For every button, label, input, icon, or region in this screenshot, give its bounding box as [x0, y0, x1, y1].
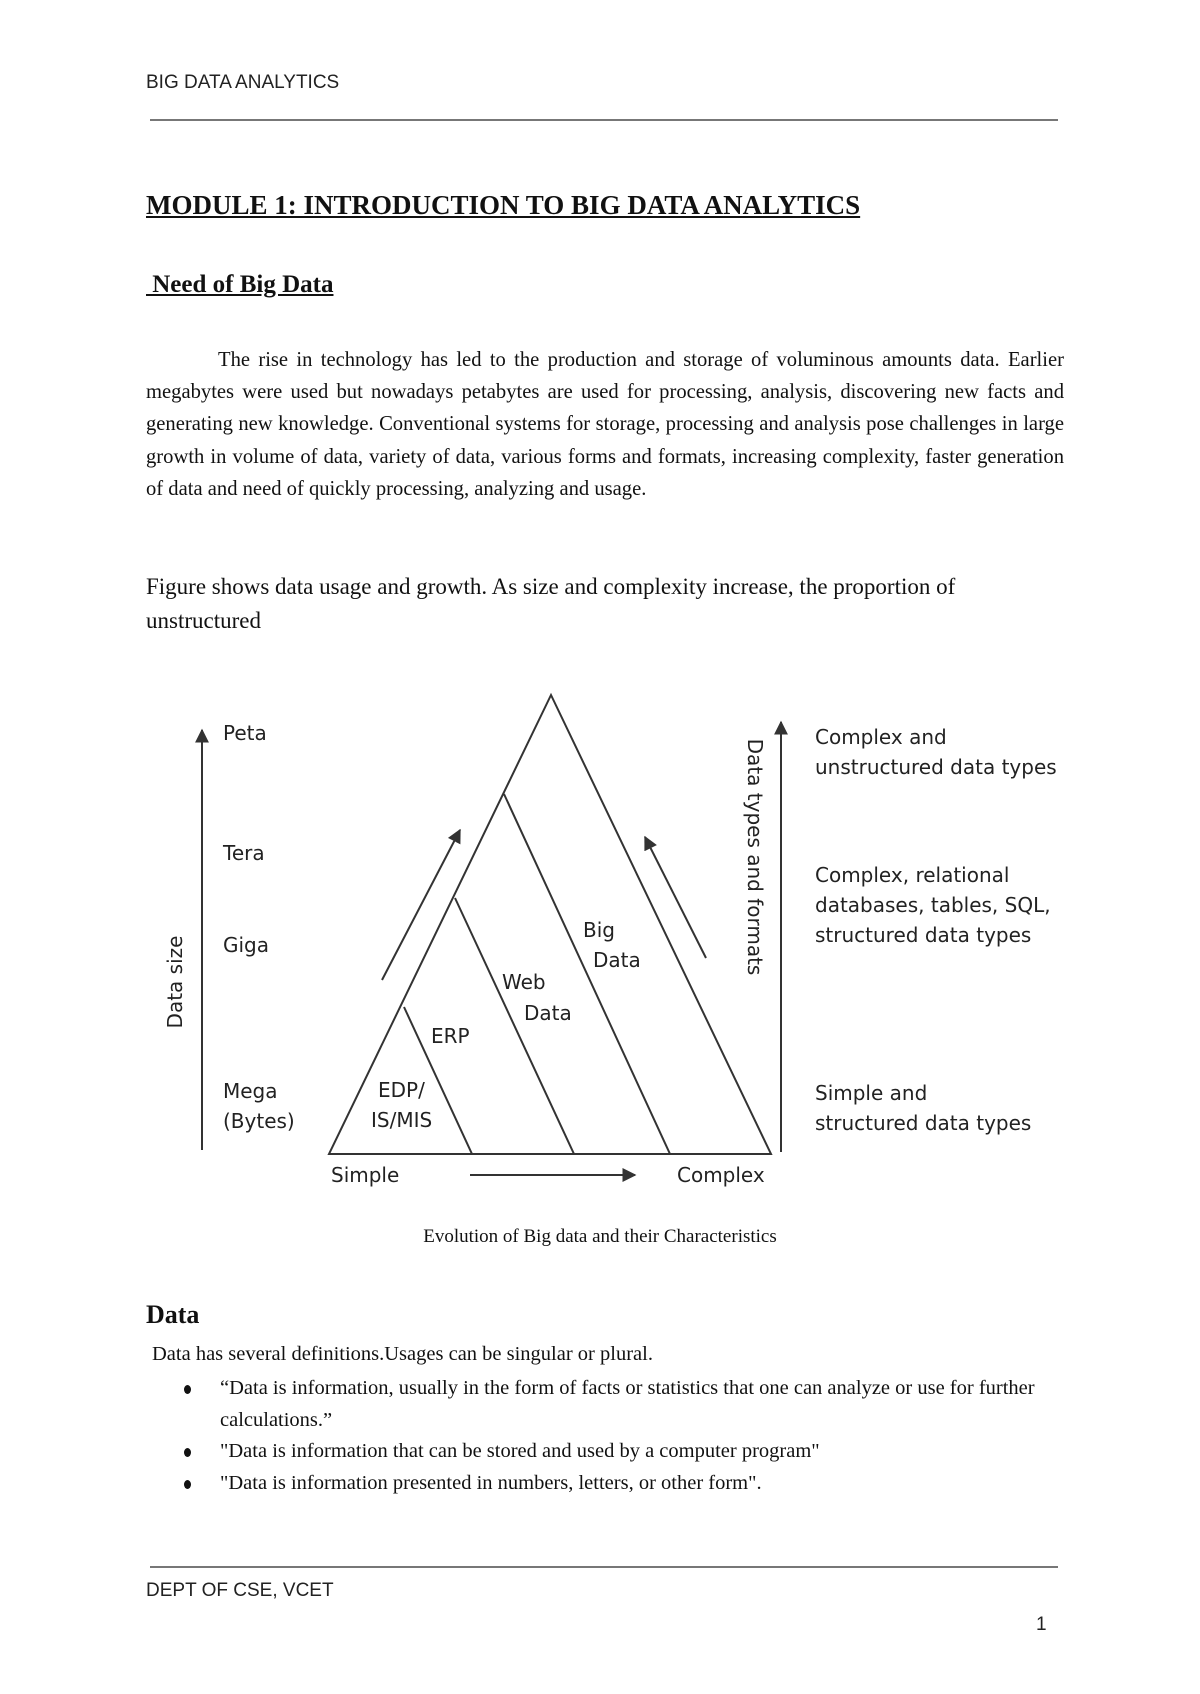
figure-caption: Evolution of Big data and their Characteristics [423, 1226, 777, 1247]
data-types-axis-label: Data types and formats [743, 738, 767, 976]
list-item [184, 1373, 1064, 1436]
region-label-web-data: Data [524, 1001, 572, 1025]
web-data-boundary [455, 898, 574, 1154]
size-level-bytes: (Bytes) [223, 1109, 295, 1133]
region-label-big: Big [583, 918, 615, 942]
region-label-big-data: Data [593, 948, 641, 972]
type-desc-top-line1: Complex and [815, 725, 947, 749]
region-label-erp: ERP [431, 1024, 470, 1048]
definition-text: "Data is information presented in numbers, letters, or other form". [220, 1471, 762, 1494]
data-definition-intro: Data has several definitions.Usages can be singular or plural. [152, 1343, 653, 1365]
data-definitions-list [184, 1373, 1064, 1499]
page-header: BIG DATA ANALYTICS [146, 72, 340, 93]
x-axis-complex-label: Complex [677, 1163, 765, 1187]
definition-text: "Data is information that can be stored and used by a computer program" [220, 1440, 820, 1462]
section-title: Need of Big Data [146, 271, 334, 298]
size-level-mega: Mega [223, 1079, 278, 1103]
type-desc-top-line2: unstructured data types [815, 755, 1057, 779]
data-size-axis-label: Data size [163, 935, 187, 1029]
size-level-peta: Peta [223, 721, 267, 745]
region-label-edp: EDP/ [378, 1078, 425, 1102]
type-desc-middle-line2: databases, tables, SQL, [815, 893, 1051, 917]
bullet-icon [184, 1480, 191, 1489]
bullet-icon [184, 1448, 191, 1457]
region-label-web: Web [502, 970, 546, 994]
growth-arrow-right [645, 837, 706, 958]
type-desc-middle-line3: structured data types [815, 923, 1032, 947]
footer-divider [150, 1566, 1058, 1568]
page-number: 1 [1036, 1614, 1047, 1635]
growth-arrow-left [382, 830, 460, 980]
region-label-is-mis: IS/MIS [371, 1108, 433, 1132]
module-title: MODULE 1: INTRODUCTION TO BIG DATA ANALYTICS [146, 190, 861, 220]
figure-intro-paragraph: Figure shows data usage and growth. As size and complexity increase, the proportion of unstructured [146, 574, 956, 633]
footer-department: DEPT OF CSE, VCET [146, 1580, 334, 1601]
type-desc-bottom-line2: structured data types [815, 1111, 1032, 1135]
bullet-icon [184, 1385, 191, 1394]
data-heading: Data [146, 1300, 200, 1329]
list-item [184, 1468, 1064, 1500]
intro-paragraph: The rise in technology has led to the production and storage of voluminous amounts data. Earlier megabytes were used but nowadays petabytes are used for processing, analysis, discovering new facts and generating new knowledge. Conventional systems for storage, processing and analysis pose challenges in large growth in volume of data, variety of data, various forms and formats, increasing complexity, faster generation of data and need of quickly processing, analyzing and usage. [146, 349, 1064, 500]
big-data-evolution-diagram [150, 680, 1070, 1220]
x-axis-simple-label: Simple [331, 1163, 400, 1187]
definition-text: “Data is information, usually in the form of facts or statistics that one can analyze or use for further calculations.” [220, 1377, 1035, 1431]
size-level-tera: Tera [223, 841, 265, 865]
type-desc-bottom-line1: Simple and [815, 1081, 928, 1105]
list-item [184, 1436, 1064, 1468]
size-level-giga: Giga [223, 933, 270, 957]
type-desc-middle-line1: Complex, relational [815, 863, 1010, 887]
header-divider [150, 119, 1058, 121]
